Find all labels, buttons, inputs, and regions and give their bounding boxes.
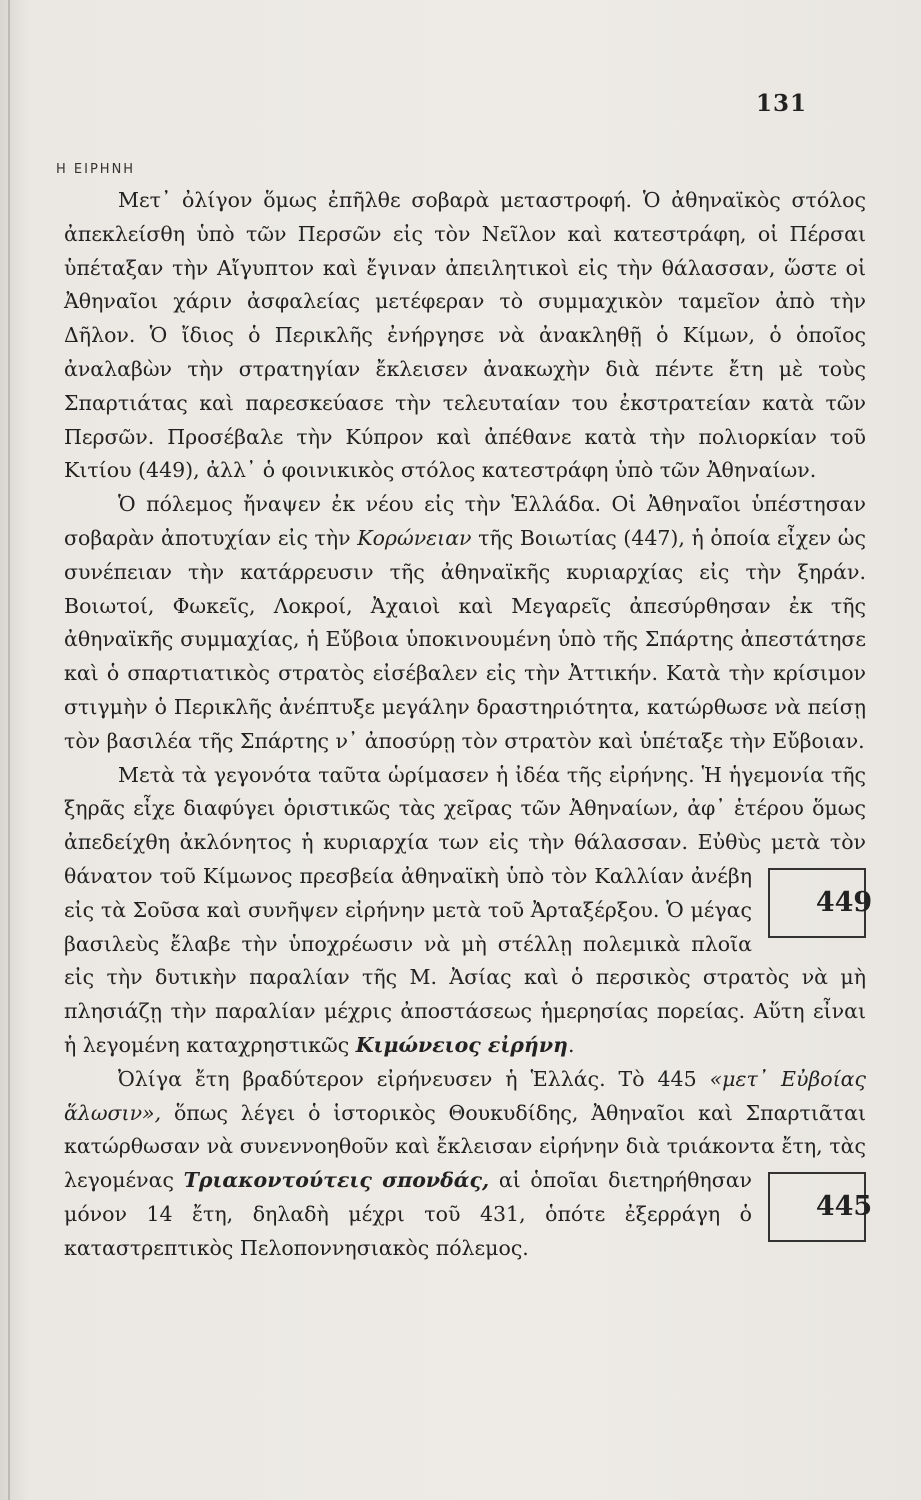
paragraph-2-text-a: Ὁ πόλεμος ἤναψεν ἐκ νέου εἰς τὴν Ἑλλάδα. Οἱ Ἀθηναῖοι ὑπέστησαν σοβαρὰν ἀποτυχίαν εἰς τὴν — [64, 492, 866, 550]
paragraph-3-bold-italic: Κιμώνειος εἰρήνη — [355, 1032, 568, 1057]
page-number: 131 — [755, 90, 807, 117]
paragraph-4-bold-italic: Τριακοντούτεις σπονδάς, — [183, 1168, 490, 1193]
paragraph-4 — [64, 1063, 873, 1266]
paragraph-2 — [64, 488, 866, 758]
paragraph-3 — [64, 759, 873, 1063]
paragraph-4-text-a: Ὀλίγα ἔτη βραδύτερον εἰρήνευσεν ἡ Ἑλλάς. Τὸ 445 — [118, 1066, 697, 1091]
paragraph-3-end: . — [567, 1032, 575, 1057]
paragraph-4-text-c: αἱ ὁποῖαι διετηρήθησαν μόνον 14 ἔτη, δηλαδὴ μέχρι τοῦ 431, ὁπότε ἐξερράγη ὁ καταστρεπτικὸς Πελοποννησιακὸς πόλεμος. — [64, 1168, 752, 1260]
margin-date-445: 445 — [768, 1172, 866, 1242]
page-spine — [8, 0, 10, 1500]
paragraph-3-text-b: Καλλίαν ἀνέβη εἰς τὰ Σοῦσα καὶ συνῆψεν εἰρήνην μετὰ τοῦ Ἀρταξέρξου. Ὁ μέγας βασιλεὺς ἔλαβε τὴν ὑποχρέωσιν νὰ μὴ στέλλῃ πολεμικὰ πλοῖα εἰς τὴν δυτικὴν παραλίαν τῆς Μ. Ἀσίας καὶ ὁ περσικὸς στρατὸς νὰ μὴ πλησιάζῃ τὴν παραλίαν μέχρις ἀποστάσεως ἡμερησίας πορείας. Αὕτη εἶναι ἡ λεγομένη καταχρηστικῶς — [64, 863, 866, 1057]
paragraph-1: Μετ᾽ ὀλίγον ὅμως ἐπῆλθε σοβαρὰ μεταστροφή. Ὁ ἀθηναϊκὸς στόλος ἀπεκλείσθη ὑπὸ τῶν Περσῶν εἰς τὸν Νεῖλον καὶ κατεστράφη, οἱ Πέρσαι ὑπέταξαν τὴν Αἴγυπτον καὶ ἔγιναν ἀπειλητικοὶ εἰς τὴν θάλασσαν, ὥστε οἱ Ἀθηναῖοι χάριν ἀσφαλείας μετέφεραν τὸ συμμαχικὸν ταμεῖον ἀπὸ τὴν Δῆλον. Ὁ ἴδιος ὁ Περικλῆς ἐνήργησε νὰ ἀνακληθῇ ὁ Κίμων, ὁ ὁποῖος ἀναλαβὼν τὴν στρατηγίαν ἔκλεισεν ἀνακωχὴν διὰ πέντε ἔτη μὲ τοὺς Σπαρτιάτας καὶ παρεσκεύασε τὴν τελευταίαν του ἐκστρατείαν κατὰ τῶν Περσῶν. Προσέβαλε τὴν Κύπρον καὶ ἀπέθανε κατὰ τὴν πολιορκίαν τοῦ Κιτίου (449), ἀλλ᾽ ὁ φοινικικὸς στόλος κατεστράφη ὑπὸ τῶν Ἀθηναίων. — [64, 188, 866, 483]
paragraph-2-italic: Κορώνειαν — [357, 525, 472, 550]
body-text — [64, 184, 873, 1266]
paragraph-3-text-a: Μετὰ τὰ γεγονότα ταῦτα ὡρίμασεν ἡ ἰδέα τῆς εἰρήνης. Ἡ ἡγεμονία τῆς ξηρᾶς εἶχε διαφύγει ὁριστικῶς τὰς χεῖρας τῶν Ἀθηναίων, ἀφ᾽ ἑτέρου ὅμως ἀπεδείχθη ἀκλόνητος ἡ κυριαρχία των εἰς τὴν θάλασσαν. Εὐθὺς μετὰ τὸν θάνατον τοῦ Κίμωνος πρεσβεία ἀθηναϊκὴ ὑπὸ τὸν — [64, 762, 866, 888]
running-head: Η ΕΙΡΗΝΗ — [56, 162, 136, 177]
paragraph-4-italic: «μετ᾽ Εὐβοίας ἅλωσιν», — [64, 1066, 866, 1125]
paragraph-2-text-b: τῆς Βοιωτίας (447), ἡ ὁποία εἶχεν ὡς συνέπειαν τὴν κατάρρευσιν τῆς ἀθηναϊκῆς κυριαρχίας εἰς τὴν ξηράν. Βοιωτοί, Φωκεῖς, Λοκροί, Ἀχαιοὶ καὶ Μεγαρεῖς ἀπεσύρθησαν ἐκ τῆς ἀθηναϊκῆς συμμαχίας, ἡ Εὔβοια ὑποκινουμένη ὑπὸ τῆς Σπάρτης ἀπεστάτησε καὶ ὁ σπαρτιατικὸς στρατὸς εἰσέβαλεν εἰς τὴν Ἀττικήν. Κατὰ τὴν κρίσιμον στιγμὴν ὁ Περικλῆς ἀνέπτυξε μεγάλην δραστηριότητα, κατώρθωσε νὰ πείσῃ τὸν βασιλέα τῆς Σπάρτης ν᾽ ἀποσύρῃ τὸν στρατὸν καὶ ὑπέταξε τὴν Εὔβοιαν. — [64, 525, 867, 753]
paragraph-4-text-b: ὅπως λέγει ὁ ἱστορικὸς Θουκυδίδης, Ἀθηναῖοι καὶ Σπαρτιᾶται κατώρθωσαν νὰ συνεννοηθοῦν καὶ ἔκλεισαν εἰρήνην διὰ τριάκοντα ἔτη, τὰς λεγομένας — [64, 1100, 866, 1193]
margin-date-449: 449 — [768, 868, 866, 938]
